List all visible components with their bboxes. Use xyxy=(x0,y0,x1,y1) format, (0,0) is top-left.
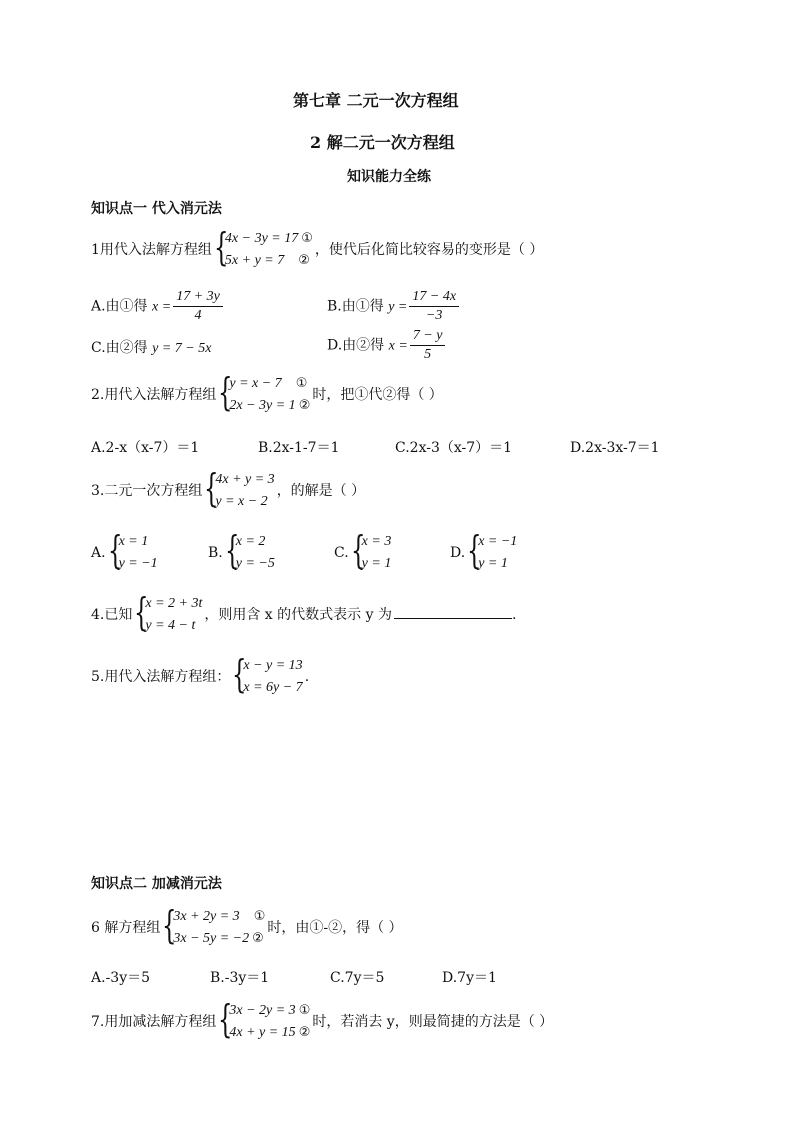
q3-b-label: B. xyxy=(208,545,223,561)
q3-option-c[interactable] xyxy=(334,528,393,575)
brace-icon: { xyxy=(232,652,247,696)
q3-c-x: x = 3 xyxy=(361,534,392,549)
q6-eq2: 3x − 5y = −2 xyxy=(173,931,250,946)
question-1 xyxy=(91,225,544,272)
brace-icon: { xyxy=(218,370,233,414)
circled-one-icon: ① xyxy=(295,376,308,391)
q1-c-label: C.由②得 xyxy=(91,340,148,356)
q3-a-y: y = −1 xyxy=(118,556,158,571)
q3-b-y: y = −5 xyxy=(235,556,275,571)
q4-eq2: y = 4 − t xyxy=(145,618,196,633)
q7-system xyxy=(218,997,311,1044)
q4-system xyxy=(134,590,203,637)
q1-option-a[interactable] xyxy=(91,288,225,325)
q3-option-a[interactable] xyxy=(91,528,160,575)
q3-d-x: x = −1 xyxy=(478,534,518,549)
q1-d-num: 7 − y xyxy=(410,327,446,346)
q5-prefix: 5.用代入法解方程组： xyxy=(91,669,231,685)
q1-prefix: 1用代入法解方程组 xyxy=(91,242,212,258)
q1-b-fraction xyxy=(409,288,459,325)
q3-d-y: y = 1 xyxy=(478,556,508,571)
q7-eq2: 4x + y = 15 xyxy=(229,1025,296,1040)
circled-two-icon: ② xyxy=(298,1025,311,1040)
q3-c-system xyxy=(350,528,392,575)
q1-a-den: 4 xyxy=(194,308,202,323)
q1-eq1: 4x − 3y = 17 xyxy=(224,231,299,246)
circled-one-icon: ① xyxy=(301,231,313,246)
q3-prefix: 3.二元一次方程组 xyxy=(91,483,203,499)
q1-suffix: ，使代后化简比较容易的变形是（ ） xyxy=(314,242,544,258)
q6-option-b[interactable]: B.-3y＝1 xyxy=(210,970,270,986)
lesson-title: 2 解二元一次方程组 xyxy=(310,133,455,152)
q3-option-d[interactable] xyxy=(450,528,519,575)
q2-suffix: 时，把①代②得（ ） xyxy=(312,387,443,403)
q1-d-den: 5 xyxy=(424,347,432,362)
q1-option-b[interactable] xyxy=(327,288,461,325)
q1-option-d[interactable] xyxy=(327,327,447,364)
brace-icon: { xyxy=(204,466,219,510)
knowledge-point-1: 知识点一 代入消元法 xyxy=(91,201,222,217)
q3-suffix: ，的解是（ ） xyxy=(276,483,366,499)
q3-b-x: x = 2 xyxy=(235,534,266,549)
q6-option-d[interactable]: D.7y＝1 xyxy=(442,970,497,986)
q2-option-d[interactable]: D.2x-3x-7＝1 xyxy=(570,440,660,456)
q3-a-label: A. xyxy=(91,545,106,561)
q3-c-label: C. xyxy=(334,545,349,561)
q1-a-label: A.由①得 xyxy=(91,298,148,315)
q5-eq2: x = 6y − 7 xyxy=(243,680,303,695)
q1-eq2: 5x + y = 7 xyxy=(224,253,285,268)
q3-d-label: D. xyxy=(450,545,466,561)
q7-suffix: 时，若消去 y，则最简捷的方法是（ ） xyxy=(312,1014,554,1030)
q1-a-num: 17 + 3y xyxy=(173,288,223,307)
q1-a-lhs: x = xyxy=(152,299,172,315)
q2-system xyxy=(218,370,311,417)
q3-c-y: y = 1 xyxy=(361,556,392,571)
q1-b-label: B.由①得 xyxy=(327,298,384,315)
brace-icon: { xyxy=(224,528,240,572)
q3-eq2: y = x − 2 xyxy=(215,494,268,509)
q5-eq1: x − y = 13 xyxy=(243,658,303,673)
brace-icon: { xyxy=(218,997,233,1041)
q2-option-b[interactable]: B.2x-1-7＝1 xyxy=(258,440,340,456)
q2-option-a[interactable]: A.2-x（x-7）＝1 xyxy=(91,440,200,456)
q1-c-expr: y = 7 − 5x xyxy=(152,341,212,356)
brace-icon: { xyxy=(467,528,482,572)
q1-d-lhs: x = xyxy=(388,338,408,354)
q1-d-fraction xyxy=(410,327,446,364)
circled-two-icon: ② xyxy=(298,253,310,268)
q6-prefix: 6 解方程组 xyxy=(91,920,161,936)
knowledge-point-2: 知识点二 加减消元法 xyxy=(91,876,222,892)
q6-option-c[interactable]: C.7y＝5 xyxy=(330,970,385,986)
q4-end: . xyxy=(511,607,517,623)
question-2 xyxy=(91,370,443,417)
q1-b-num: 17 − 4x xyxy=(409,288,459,307)
brace-icon: { xyxy=(213,225,229,269)
q3-a-x: x = 1 xyxy=(118,534,149,549)
brace-icon: { xyxy=(107,528,123,572)
q2-option-c[interactable]: C.2x-3（x-7）＝1 xyxy=(395,440,513,456)
question-6 xyxy=(91,903,403,950)
q1-option-c[interactable] xyxy=(91,337,211,357)
q1-system xyxy=(213,225,313,272)
brace-icon: { xyxy=(350,528,366,572)
q7-prefix: 7.用加减法解方程组 xyxy=(91,1014,217,1030)
q4-suffix: ，则用含 x 的代数式表示 y 为 xyxy=(204,607,392,623)
chapter-title: 第七章 二元一次方程组 xyxy=(293,91,459,110)
q3-eq1: 4x + y = 3 xyxy=(215,472,275,487)
circled-two-icon: ② xyxy=(252,931,264,946)
q4-prefix: 4.已知 xyxy=(91,607,133,623)
q2-eq1: y = x − 7 xyxy=(229,376,282,391)
q6-system xyxy=(162,903,266,950)
q3-option-b[interactable] xyxy=(208,528,277,575)
q1-d-label: D.由②得 xyxy=(327,337,385,354)
circled-two-icon: ② xyxy=(298,398,311,413)
section-title: 知识能力全练 xyxy=(347,169,431,185)
q2-eq2: 2x − 3y = 1 xyxy=(229,398,296,413)
q3-b-system xyxy=(224,528,275,575)
q3-a-system xyxy=(107,528,158,575)
question-4 xyxy=(91,590,517,637)
q4-eq1: x = 2 + 3t xyxy=(145,596,203,611)
q4-answer-blank[interactable] xyxy=(394,604,512,619)
circled-one-icon: ① xyxy=(298,1003,311,1018)
q1-a-fraction xyxy=(173,288,223,325)
q2-prefix: 2.用代入法解方程组 xyxy=(91,387,217,403)
q6-suffix: 时，由①-②，得（ ） xyxy=(267,920,403,936)
q7-eq1: 3x − 2y = 3 xyxy=(229,1003,296,1018)
q1-b-lhs: y = xyxy=(388,299,408,315)
brace-icon: { xyxy=(134,590,149,634)
brace-icon: { xyxy=(162,903,177,947)
q3-d-system xyxy=(467,528,518,575)
question-7 xyxy=(91,997,554,1044)
q5-end: . xyxy=(304,669,310,685)
q5-system xyxy=(232,652,303,699)
q1-b-den: −3 xyxy=(425,308,443,323)
q6-eq1: 3x + 2y = 3 xyxy=(173,909,240,924)
question-3 xyxy=(91,466,366,513)
circled-one-icon: ① xyxy=(253,909,266,924)
q3-system xyxy=(204,466,275,513)
question-5 xyxy=(91,652,310,699)
q6-option-a[interactable]: A.-3y＝5 xyxy=(91,970,151,986)
